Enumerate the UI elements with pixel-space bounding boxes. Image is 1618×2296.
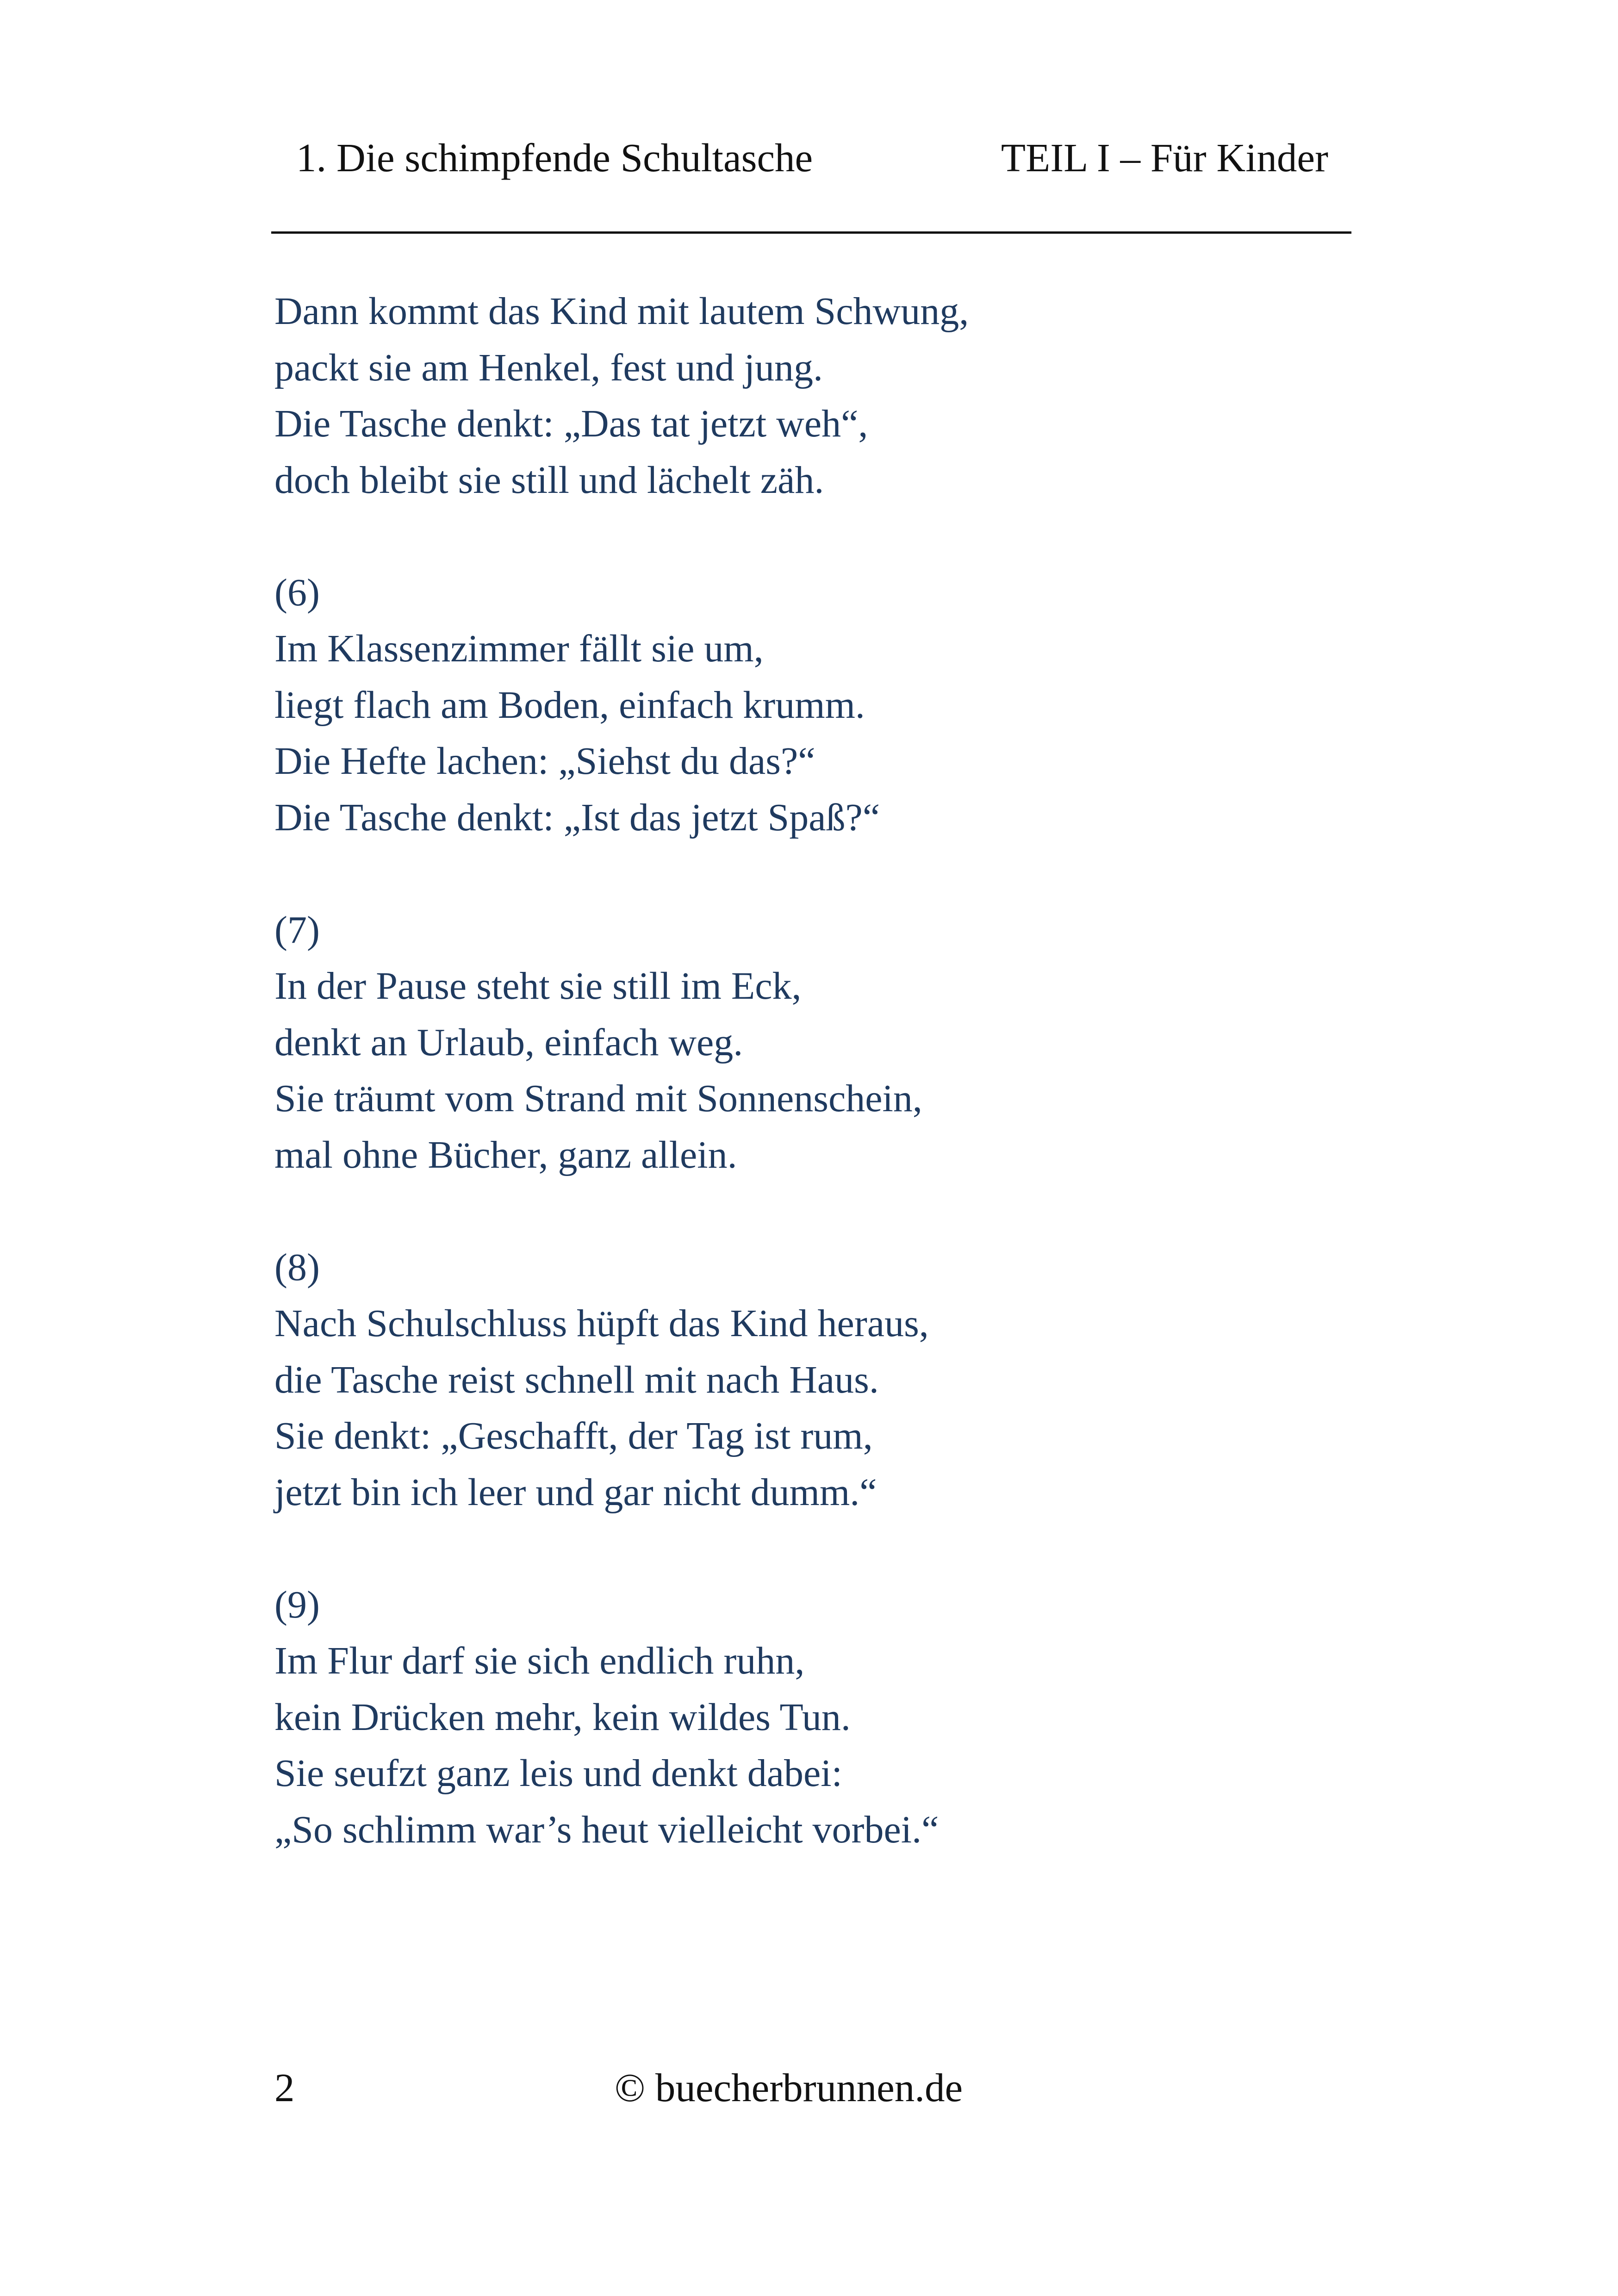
stanza-number: (7) bbox=[274, 908, 320, 952]
stanza-number: (6) bbox=[274, 571, 320, 614]
section-title: TEIL I – Für Kinder bbox=[1001, 135, 1328, 180]
stanza-9 bbox=[274, 1577, 1431, 1858]
poem-line: Dann kommt das Kind mit lautem Schwung, bbox=[274, 290, 969, 333]
poem-line: liegt flach am Boden, einfach krumm. bbox=[274, 683, 865, 727]
poem-line: In der Pause steht sie still im Eck, bbox=[274, 964, 802, 1008]
page-footer bbox=[274, 2064, 1339, 2120]
stanza-5-continued bbox=[274, 283, 1431, 508]
poem-line: Im Flur darf sie sich endlich ruhn, bbox=[274, 1639, 805, 1682]
poem-line: Im Klassenzimmer fällt sie um, bbox=[274, 627, 764, 670]
poem-body bbox=[274, 283, 1431, 1858]
poem-line: doch bleibt sie still und lächelt zäh. bbox=[274, 458, 824, 502]
running-header bbox=[296, 134, 1328, 190]
poem-line: Nach Schulschluss hüpft das Kind heraus, bbox=[274, 1302, 929, 1345]
stanza-8 bbox=[274, 1239, 1431, 1521]
page-number: 2 bbox=[274, 2065, 295, 2110]
copyright-notice: © buecherbrunnen.de bbox=[615, 2065, 963, 2110]
stanza-number: (9) bbox=[274, 1583, 320, 1626]
poem-line: Die Tasche denkt: „Das tat jetzt weh“, bbox=[274, 402, 868, 445]
poem-line: Die Tasche denkt: „Ist das jetzt Spaß?“ bbox=[274, 796, 880, 839]
poem-line: mal ohne Bücher, ganz allein. bbox=[274, 1133, 737, 1176]
chapter-title: 1. Die schimpfende Schultasche bbox=[296, 135, 813, 180]
poem-line: Sie denkt: „Geschafft, der Tag ist rum, bbox=[274, 1414, 873, 1457]
poem-line: die Tasche reist schnell mit nach Haus. bbox=[274, 1358, 879, 1401]
stanza-number: (8) bbox=[274, 1245, 320, 1289]
poem-line: Sie träumt vom Strand mit Sonnenschein, bbox=[274, 1077, 922, 1120]
poem-line: Sie seufzt ganz leis und denkt dabei: bbox=[274, 1752, 842, 1795]
poem-line: packt sie am Henkel, fest und jung. bbox=[274, 346, 823, 389]
poem-line: Die Hefte lachen: „Siehst du das?“ bbox=[274, 740, 815, 783]
stanza-6 bbox=[274, 565, 1431, 846]
header-divider bbox=[271, 231, 1351, 234]
stanza-7 bbox=[274, 902, 1431, 1183]
poem-line: „So schlimm war’s heut vielleicht vorbei.“ bbox=[274, 1808, 939, 1851]
poem-line: denkt an Urlaub, einfach weg. bbox=[274, 1020, 743, 1064]
poem-line: jetzt bin ich leer und gar nicht dumm.“ bbox=[274, 1470, 877, 1514]
poem-line: kein Drücken mehr, kein wildes Tun. bbox=[274, 1695, 851, 1739]
